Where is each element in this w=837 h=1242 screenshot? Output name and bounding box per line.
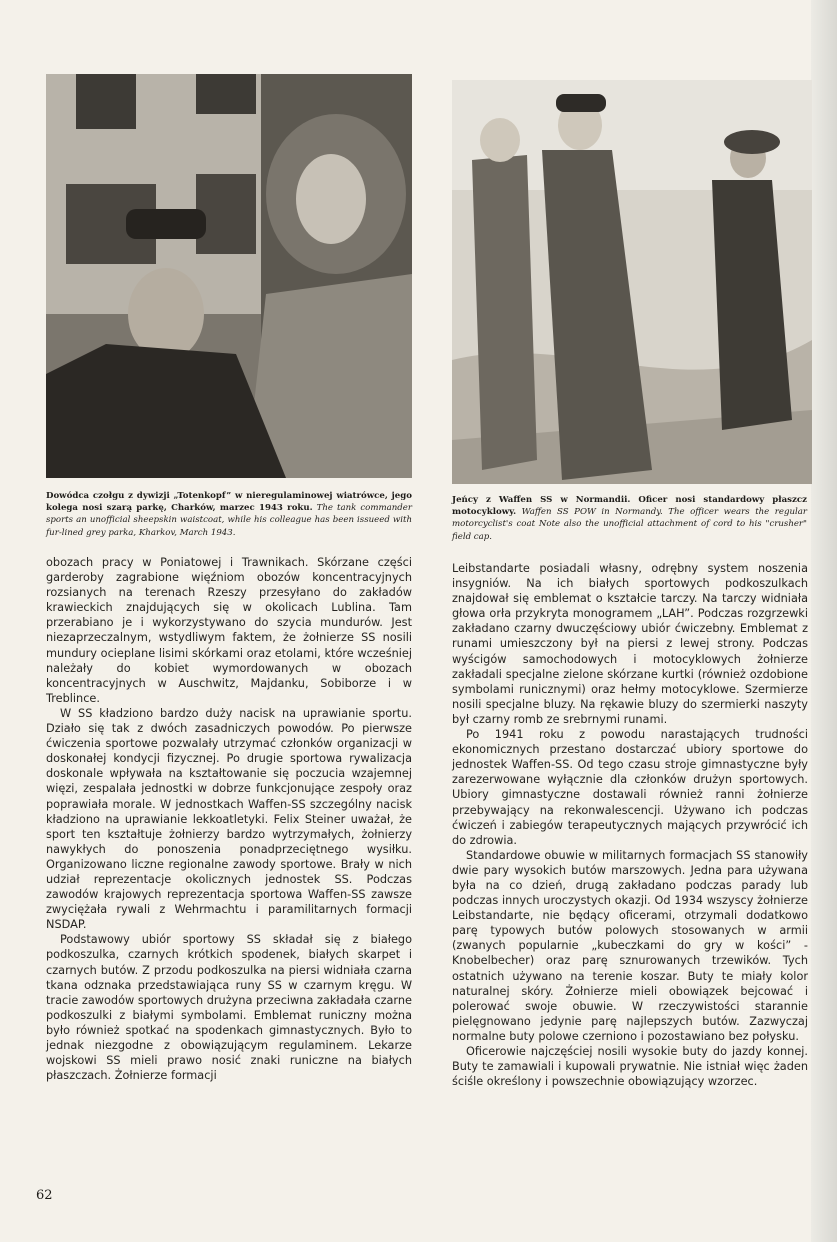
- paragraph: obozach pracy w Poniatowej i Trawnikach. Skórzane części garderoby zagrabione więźniom obozów koncentracyjnych rozsianych na terenach Rzeszy przesyłano do zakładów krawieckich znajdujących się w okolicach Lublina. Tam przerabiano je i wykorzystywano do szycia mundurów. Jest niezaprzeczalnym, wstydliwym faktem, że żołnierze SS nosili mundury ocieplane lisimi skórkami oraz etolami, które wcześniej należały do kobiet wymordowanych w obozach koncentracyjnych w Auschwitz, Majdanku, Sobiborze i w Treblince.: [46, 556, 412, 705]
- left-caption-english: The tank commander sports an unofficial sheepskin waistcoat, while his colleague has been issueed with fur-lined grey parka, Kharkov, March 1943.: [46, 503, 413, 538]
- left-text-column: [46, 555, 412, 1083]
- right-caption-english: Waffen SS POW in Normandy. The officer wears the regular motorcyclist's coat Note also the unofficial attachment of cord to his "crusher" field cap.: [452, 507, 807, 542]
- right-photo: [452, 80, 812, 484]
- right-photo-caption: [452, 494, 807, 543]
- paragraph: W SS kładziono bardzo duży nacisk na uprawianie sportu. Działo się tak z dwóch zasadniczych powodów. Po pierwsze ćwiczenia sportowe pozwalały utrzymać członków organizacji w doskonałej kondycji fizycznej. Po drugie sportowa rywalizacja doskonale wpływała na kształtowanie się poczucia wzajemnej więzi, zespalała jednostki w dobrze funkcjonujące zespoły oraz poprawiała morale. W jednostkach Waffen-SS szczególny nacisk kładziono na uprawianie lekkoatletyki. Felix Steiner uważał, że sport ten kształtuje żołnierzy bardzo wytrzymałych, żołnierzy nawykłych do ponoszenia ponadprzeciętnego wysiłku. Organizowano liczne regionalne zawody sportowe. Brały w nich udział reprezentacje okolicznych jednostek SS. Podczas zawodów krajowych reprezentacja sportowa Waffen-SS zawsze zwyciężała rywali z Wehrmachtu i paramilitarnych formacji NSDAP.: [46, 706, 412, 932]
- page-edge: [811, 0, 837, 1242]
- left-photo-caption: [46, 490, 412, 539]
- paragraph: Standardowe obuwie w militarnych formacjach SS stanowiły dwie pary wysokich butów marszowych. Jedna para używana była na co dzień, drugą zakładano podczas parady lub podczas innych uroczystych okazji. Od 1934 wszyscy żołnierze Leibstandarte, nie będący oficerami, otrzymali dodatkowo parę typowych butów polowych stosowanych w armii (zwanych popularnie „kubeczkami do gry w kości” - Knobelbecher) oraz parę sznurowanych trzewików. Tych ostatnich używano na terenie koszar. Buty te miały kolor naturalnej skóry. Żołnierze mieli obowiązek bejcować i polerować swoje obuwie. W rzeczywistości starannie pielęgnowano jedynie parę najlepszych butów. Zazwyczaj normalne buty polowe czerniono i pozostawiano bez połysku.: [452, 848, 808, 1043]
- right-text-column: [452, 561, 808, 1089]
- page-number: 62: [36, 1188, 53, 1203]
- paragraph: Oficerowie najczęściej nosili wysokie buty do jazdy konnej. Buty te zamawiali i kupowali prywatnie. Nie istniał więc żaden ściśle określony i powszechnie obowiązujący wzorzec.: [452, 1045, 808, 1089]
- right-caption-polish: Jeńcy z Waffen SS w Normandii. Oficer nosi standardowy płaszcz motocyklowy.: [452, 495, 807, 518]
- paragraph: Po 1941 roku z powodu narastających trudności ekonomicznych przestano dostarczać ubiory sportowe do jednostek Waffen-SS. Od tego czasu stroje gimnastyczne były zarezerwowane wyłącznie dla członków drużyn sportowych. Ubiory gimnastyczne dostawali również ranni żołnierze przebywający na rekonwalescencji. Używano ich podczas ćwiczeń i zabiegów terapeutycznych mających przywrócić ich do zdrowia.: [452, 728, 808, 847]
- left-caption-polish: Dowódca czołgu z dywizji „Totenkopf” w nieregulaminowej wiatrówce, jego kolega nosi szarą parkę, Charków, marzec 1943 roku.: [46, 491, 412, 514]
- paragraph: Podstawowy ubiór sportowy SS składał się z białego podkoszulka, czarnych krótkich spodenek, białych skarpet i czarnych butów. Z przodu podkoszulka na piersi widniała czarna tkana odznaka przedstawiająca runy SS w czarnym kręgu. W tracie zawodów sportowych drużyna przeciwna zakładała czarne podkoszulki z białymi symbolami. Emblemat runiczny można było również spotkać na spodenkach gimnastycznych. Było to jednak niezgodne z obowiązującym regulaminem. Lekarze wojskowi SS mieli prawo nosić znaki runiczne na białych płaszczach. Żołnierze formacji: [46, 933, 412, 1083]
- left-photo: [46, 74, 412, 478]
- paragraph: Leibstandarte posiadali własny, odrębny system noszenia insygniów. Na ich białych sportowych podkoszulkach znajdował się emblemat o kształcie tarczy. Na tarczy widniała głowa orła przykryta monogramem „LAH”. Podczas rozgrzewki zakładano czarny dwuczęściowy ubiór ćwiczebny. Emblemat z runami umieszczony był na piersi z lewej strony. Podczas wyścigów samochodowych i motocyklowych żołnierze zakładali specjalne zielone skórzane kurtki (również ozdobione symbolami runicznymi) oraz hełmy motocyklowe. Szermierze nosili specjalne bluzy. Na rękawie bluzy do szermierki naszyty był czarny romb ze srebrnymi runami.: [452, 562, 808, 726]
